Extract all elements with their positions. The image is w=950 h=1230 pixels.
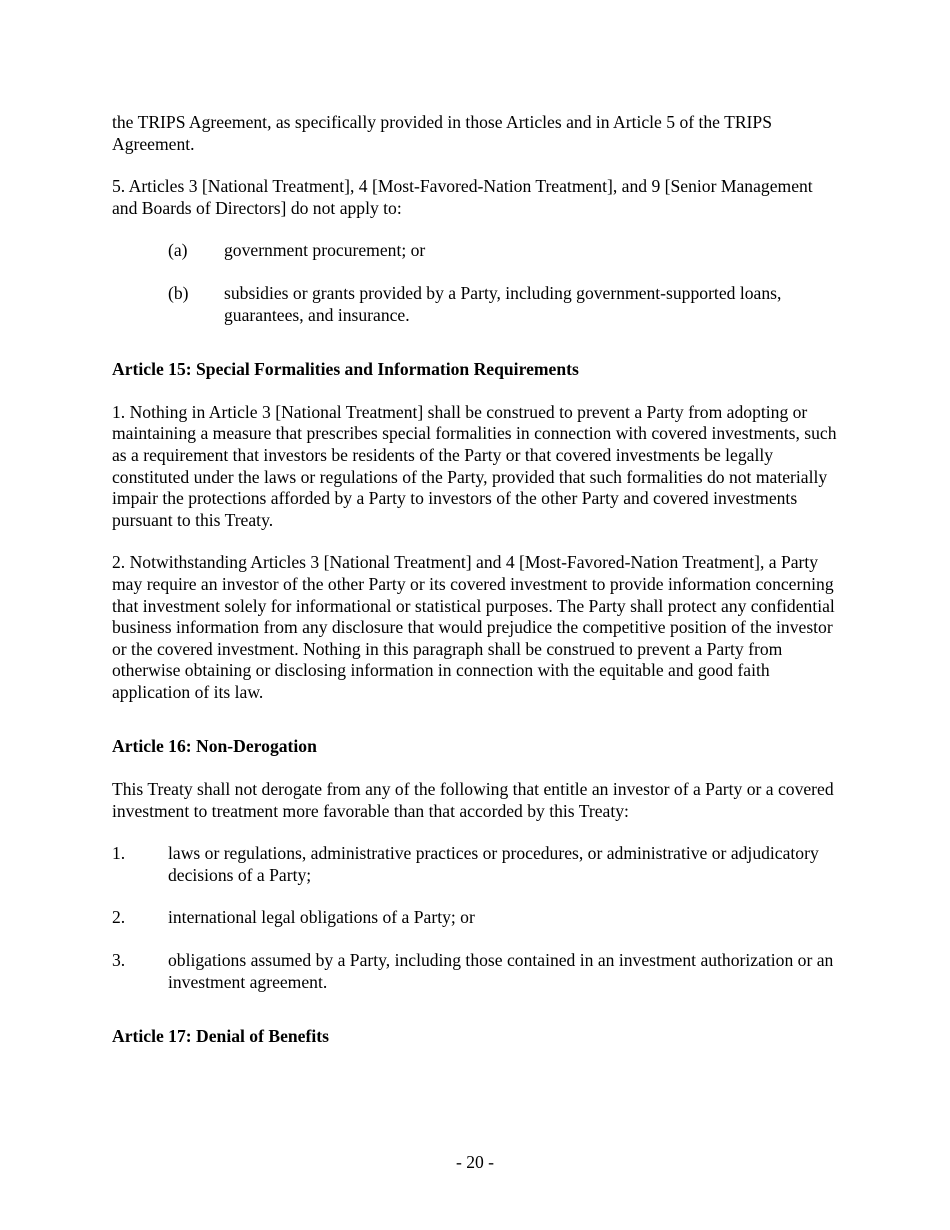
continuation-paragraph: the TRIPS Agreement, as specifically provided in those Articles and in Article 5 of the TRIPS Agreement. (112, 112, 772, 154)
list-marker: (a) (168, 240, 188, 261)
list-item-text: government procurement; or (224, 240, 426, 261)
list-item-text: subsidies or grants provided by a Party, including government-supported loans, guarantees, and insurance. (224, 282, 782, 325)
list-item (112, 907, 842, 929)
list-item-text: international legal obligations of a Party; or (168, 907, 475, 928)
list-marker: 3. (112, 950, 126, 971)
article-15-paragraph-2: 2. Notwithstanding Articles 3 [National Treatment] and 4 [Most-Favored-Nation Treatment], a Party may require an investor of the other Party or its covered investment to provide information concerning that investment solely for informational or statistical purposes. The Party shall protect any confidential business information from any disclosure that would prejudice the competitive position of the investor or the covered investment. Nothing in this paragraph shall be construed to prevent a Party from otherwise obtaining or disclosing information in connection with the equitable and good faith application of its law. (112, 552, 835, 702)
article-16-heading: Article 16: Non-Derogation (112, 736, 317, 757)
list-item (168, 283, 842, 326)
list-item-text: obligations assumed by a Party, including those contained in an investment authorization or an investment agreement. (168, 950, 834, 992)
list-marker: (b) (168, 282, 189, 303)
list-marker: 1. (112, 843, 126, 864)
list-item (112, 843, 842, 886)
list-item-text: laws or regulations, administrative practices or procedures, or administrative or adjudicatory decisions of a Party; (168, 843, 819, 885)
document-page (112, 112, 842, 1069)
list-marker: 2. (112, 907, 126, 928)
list-item (168, 240, 842, 262)
page-number: - 20 - (455, 1152, 495, 1172)
article-17-heading: Article 17: Denial of Benefits (112, 1026, 329, 1047)
article-15-paragraph-1: 1. Nothing in Article 3 [National Treatment] shall be construed to prevent a Party from adopting or maintaining a measure that prescribes special formalities in connection with covered investments, such as a requirement that investors be residents of the Party or that covered investments be legally constituted under the laws or regulations of the Party, provided that such formalities do not materially impair the protections afforded by a Party to investors of the other Party and covered investments pursuant to this Treaty. (112, 401, 837, 530)
article-16-intro: This Treaty shall not derogate from any of the following that entitle an investor of a Party or a covered investment to treatment more favorable than that accorded by this Treaty: (112, 779, 834, 821)
paragraph-5: 5. Articles 3 [National Treatment], 4 [Most-Favored-Nation Treatment], and 9 [Senior Management and Boards of Directors] do not apply to: (112, 176, 813, 218)
article-15-heading: Article 15: Special Formalities and Information Requirements (112, 359, 579, 380)
list-item (112, 950, 842, 993)
